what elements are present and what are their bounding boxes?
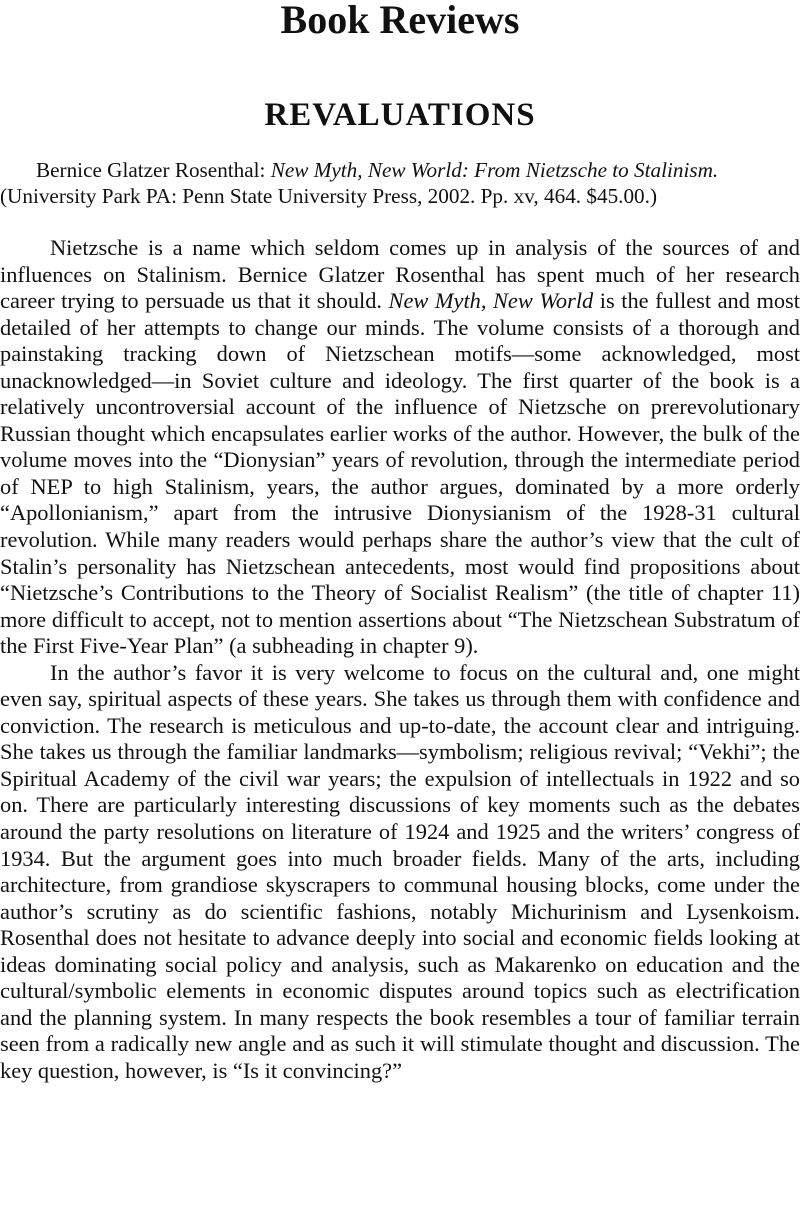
review-body (0, 235, 800, 1085)
citation-book-title: New Myth, New World: From Nietzsche to Stalinism. (270, 158, 719, 182)
paragraph-1 (0, 235, 800, 660)
paragraph-1-text-b: is the fullest and most detailed of her attempts to change our minds. The volume consists of a thorough and painstaking tracking down of Nietzschean motifs—some acknowledged, most unacknowledged—in Soviet culture and ideology. The first quarter of the book is a relatively uncontroversial account of the influence of Nietzsche on prerevolutionary Russian thought which encapsulates earlier works of the author. However, the bulk of the volume moves into the “Dionysian” years of revolution, through the intermediate period of NEP to high Stalinism, years, the author argues, dominated by a more orderly “Apollonianism,” apart from the intrusive Dionysianism of the 1928-31 cultural revolution. While many readers would perhaps share the author’s view that the cult of Stalin’s personality has Nietzschean antecedents, most would find propositions about “Nietzsche’s Contributions to the Theory of Socialist Realism” (the title of chapter 11) more difficult to accept, not to mention assertions about “The Nietzschean Substratum of the First Five-Year Plan” (a subheading in chapter 9). (0, 288, 800, 659)
book-citation (0, 157, 800, 209)
review-title: REVALUATIONS (264, 97, 536, 133)
paragraph-1-text-a: Nietzsche is a name which seldom comes up in analysis of the sources of and influences on Stalinism. Bernice Glatzer Rosenthal has spent much of her research career trying to persuade us that it should. (0, 235, 800, 314)
section-title: Book Reviews (280, 0, 520, 42)
citation-author: Bernice Glatzer Rosenthal: (36, 158, 271, 182)
paragraph-1-book-title: New Myth, New World (388, 288, 594, 314)
citation-publication: (University Park PA: Penn State University Press, 2002. Pp. xv, 464. $45.00.) (0, 184, 657, 208)
paragraph-2: In the author’s favor it is very welcome to focus on the cultural and, one might even say, spiritual aspects of these years. She takes us through them with confidence and conviction. The research is meticulous and up-to-date, the account clear and intriguing. She takes us through the familiar landmarks—symbolism; religious revival; “Vekhi”; the Spiritual Academy of the civil war years; the expulsion of intellectuals in 1922 and so on. There are particularly interesting discussions of key moments such as the debates around the party resolutions on literature of 1924 and 1925 and the writers’ congress of 1934. But the argument goes into much broader fields. Many of the arts, including architecture, from grandiose skyscrapers to communal housing blocks, come under the author’s scrutiny as do scientific fashions, notably Michurinism and Lysenkoism. Rosenthal does not hesitate to advance deeply into social and economic fields looking at ideas dominating social policy and analysis, such as Makarenko on education and the cultural/symbolic elements in economic disputes around topics such as electrification and the planning system. In many respects the book resembles a tour of familiar terrain seen from a radically new angle and as such it will stimulate thought and discussion. The key question, however, is “Is it convincing?” (0, 659, 800, 1083)
